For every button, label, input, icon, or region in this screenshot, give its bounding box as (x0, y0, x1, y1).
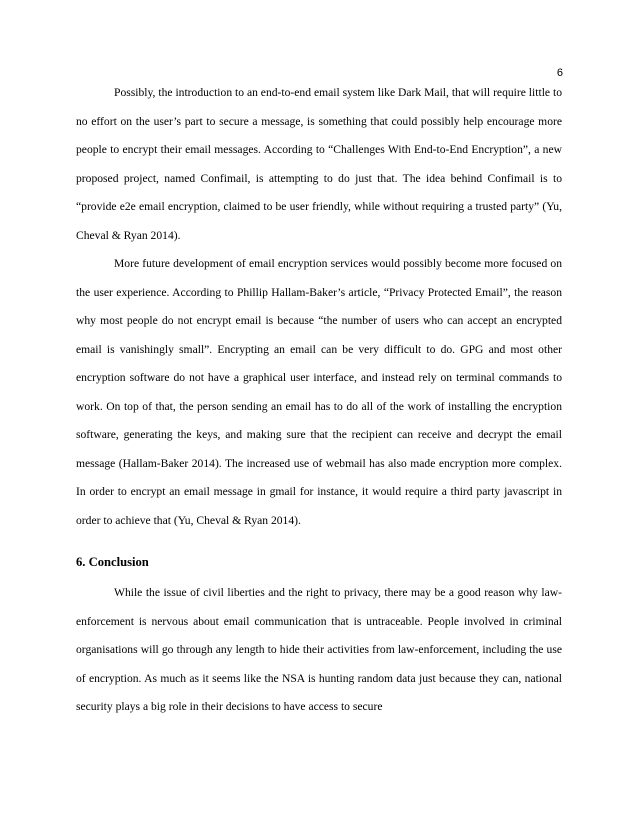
paragraph-dark-mail: Possibly, the introduction to an end-to-end email system like Dark Mail, that will require little to no effort on the user’s part to secure a message, is something that could possibly help encourage more people to encrypt their email messages. According to “Challenges With End-to-End Encryption”, a new proposed project, named Confimail, is attempting to do just that. The idea behind Confimail is to “provide e2e email encryption, claimed to be user friendly, while without requiring a trusted party” (Yu, Cheval & Ryan 2014). (76, 86, 562, 242)
document-body (76, 79, 562, 722)
page-number: 6 (556, 67, 563, 79)
paragraph-conclusion: While the issue of civil liberties and the right to privacy, there may be a good reason why law-enforcement is nervous about email communication that is untraceable. People involved in criminal organisations will go through any length to hide their activities from law-enforcement, including the use of encryption. As much as it seems like the NSA is hunting random data just because they can, national security plays a big role in their decisions to have access to secure (76, 586, 562, 713)
paragraph-future-development: More future development of email encryption services would possibly become more focused on the user experience. According to Phillip Hallam-Baker’s article, “Privacy Protected Email”, the reason why most people do not encrypt email is because “the number of users who can accept an encrypted email is vanishingly small”. Encrypting an email can be very difficult to do. GPG and most other encryption software do not have a graphical user interface, and instead rely on terminal commands to work. On top of that, the person sending an email has to do all of the work of installing the encryption software, generating the keys, and making sure that the recipient can receive and decrypt the email message (Hallam-Baker 2014). The increased use of webmail has also made encryption more complex. In order to encrypt an email message in gmail for instance, it would require a third party javascript in order to achieve that (Yu, Cheval & Ryan 2014). (76, 257, 562, 527)
section-heading-conclusion: 6. Conclusion (76, 555, 149, 569)
